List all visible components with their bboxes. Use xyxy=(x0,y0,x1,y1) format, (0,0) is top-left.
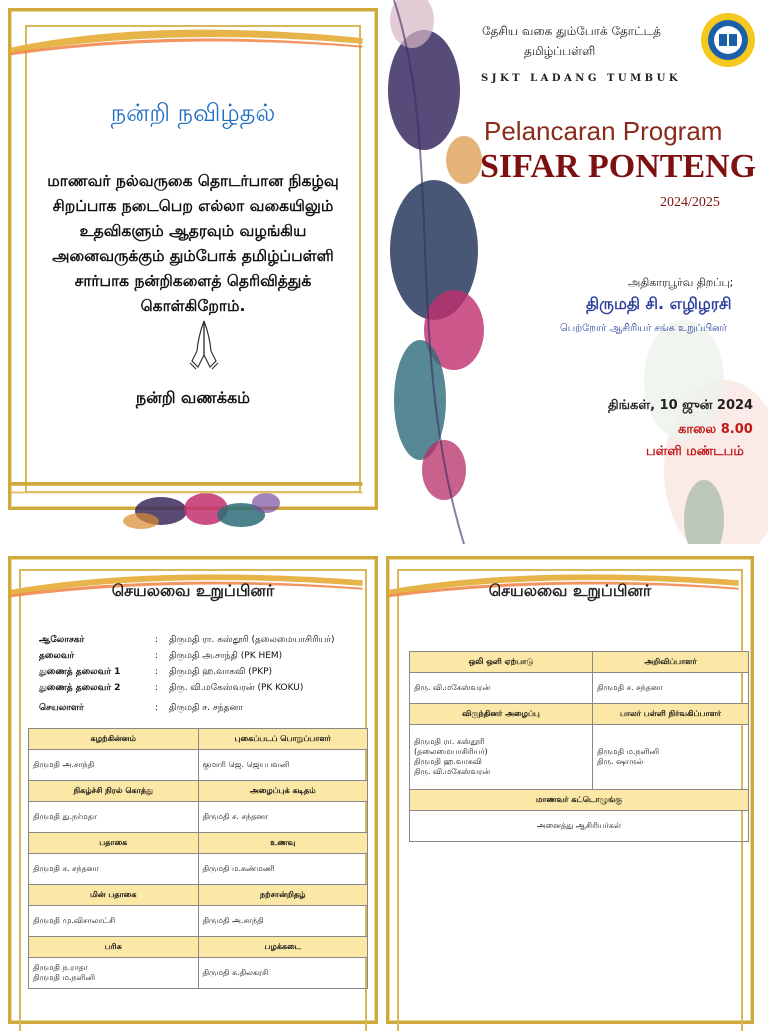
program-name: SIFAR PONTENG xyxy=(480,148,757,185)
committee-panel-2 xyxy=(386,556,754,1024)
committee-table xyxy=(409,651,749,842)
school-name-tamil-line2: தமிழ்ப்பள்ளி xyxy=(524,44,596,58)
table-cell: குமாரி ஜெ. ஜெயபவனி xyxy=(198,750,368,781)
role-label: தலைவர் xyxy=(39,651,75,661)
table-cell: திருமதி மு.விசாலாட்சி xyxy=(29,906,199,937)
table-header: ஒலி ஒளி ஏற்பாடு xyxy=(410,652,593,673)
table-cell: திருமதி ம.நளினி திரு. ஷாருல் xyxy=(593,725,749,790)
event-venue: பள்ளி மண்டபம் xyxy=(646,444,744,459)
table-header: பழக்கடை xyxy=(198,937,368,958)
table-cell: திருமதி ம.கண்மணி xyxy=(198,854,368,885)
officiate-name: திருமதி சி. எழிழரசி xyxy=(586,294,732,313)
role-name: திருமதி ஹ.வாகவி (PKP) xyxy=(169,667,273,677)
table-header: விருந்தினர் அழைப்பு xyxy=(410,704,593,725)
table-header: பதாகை xyxy=(29,833,199,854)
role-label: செயலாளர் xyxy=(39,703,84,713)
table-header: பாலர் பள்ளி நிர்வகிப்பாளர் xyxy=(593,704,749,725)
committee-panel-1: செயலவை உறுப்பினர் ஆலோசகர் : திருமதி ரா. கஸ்தூரி (தலைமையாசிரியர்) தலைவர் : திருமதி அ.சாந்தி (PK HEM) துணைத் தலைவர் 1 : திருமதி ஹ.வாகவி (PKP) துணைத் தலைவர் 2 : திரு. வி.மகேஸ்வரன் (PK KOKU) செயலாளர் : திருமதி ச. சந்தனா கழற்கின்னம் புகைப்படப் பொறுப்பாளர் திருமதி அ.சாந்தி குமாரி ஜெ. ஜெயபவனி நிகழ்ச்சி நிரல் கொத்து அழைப்புக் கடிதம் திருமதி து.நர்மதா திருமதி ச. சந்தனா பதாகை உணவு திருமதி ச. சந்தனா திருமதி ம.கண்மணி மின் பதாகை நற்சான்றிதழ் திருமதி மு.விசாலாட்சி திருமதி அ.சாந்தி பரிசு பழக்கடை திருமதி ந.ராதா திருமதி ம.நளினி திருமதி க.திலகரசி xyxy=(8,556,378,1024)
table-cell: திருமதி ந.ராதா திருமதி ம.நளினி xyxy=(29,958,199,989)
committee-title: செயலவை உறுப்பினர் xyxy=(111,581,275,600)
role-name: திரு. வி.மகேஸ்வரன் (PK KOKU) xyxy=(169,683,304,693)
table-cell: திருமதி க.திலகரசி xyxy=(198,958,368,989)
table-header: பரிசு xyxy=(29,937,199,958)
thanks-panel xyxy=(8,8,378,510)
role-name: திருமதி அ.சாந்தி (PK HEM) xyxy=(169,651,283,661)
table-header: அழைப்புக் கடிதம் xyxy=(198,781,368,802)
table-cell: அனைத்து ஆசிரியர்கள் xyxy=(410,811,749,842)
school-name: SJKT LADANG TUMBUK xyxy=(481,73,682,84)
table-cell: திருமதி ச. சந்தனா xyxy=(593,673,749,704)
praying-hands-icon xyxy=(184,317,224,371)
table-cell: திருமதி அ.சாந்தி xyxy=(198,906,368,937)
thanks-footer: நன்றி வணக்கம் xyxy=(135,388,251,407)
table-cell: திருமதி ச. சந்தனா xyxy=(198,802,368,833)
table-header: கழற்கின்னம் xyxy=(29,729,199,750)
event-time: காலை 8.00 xyxy=(678,422,753,437)
table-cell: திருமதி ரா. கஸ்தூரி (தலைமையாசிரியர்) திருமதி ஹ.வாகவி திரு. வி.மகேஸ்வரன் xyxy=(410,725,593,790)
table-header: மாணவர் கட்டொழுங்கு xyxy=(410,790,749,811)
top-swoosh-decoration xyxy=(11,21,363,59)
program-title: Pelancaran Program xyxy=(484,116,723,146)
program-year: 2024/2025 xyxy=(660,195,720,210)
school-name-tamil-line1: தேசிய வகை தும்போக் தோட்டத் xyxy=(482,24,661,38)
role-label: ஆலோசகர் xyxy=(39,635,85,645)
table-header: மின் பதாகை xyxy=(29,885,199,906)
role-label: துணைத் தலைவர் 2 xyxy=(39,683,121,693)
officiate-role: பெற்றோர் ஆசிரியர் சங்க உறுப்பினர் xyxy=(560,323,728,334)
officiate-label: அதிகாரபூர்வ திறப்பு; xyxy=(628,276,734,289)
table-cell: திருமதி ச. சந்தனா xyxy=(29,854,199,885)
event-date: திங்கள், 10 ஜுன் 2024 xyxy=(608,398,754,413)
table-header: நிகழ்ச்சி நிரல் கொத்து xyxy=(29,781,199,802)
table-cell: திருமதி து.நர்மதா xyxy=(29,802,199,833)
committee-title: செயலவை உறுப்பினர் xyxy=(488,581,652,600)
thanks-body-text: மாணவர் நல்வருகை தொடர்பான நிகழ்வு சிறப்பாக நடைபெற எல்லா வகையிலும் உதவிகளும் ஆதரவும் வழங்கிய அனைவருக்கும் தும்போக் தமிழ்ப்பள்ளி சார்பாக நன்றிகளைத் தெரிவித்துக் கொள்கிறோம். xyxy=(47,172,339,315)
table-header: உணவு xyxy=(198,833,368,854)
table-cell: திரு. வி.மகேஸ்வரன் xyxy=(410,673,593,704)
thanks-title: நன்றி நவிழ்தல் xyxy=(110,99,276,127)
bottom-swoosh-decoration xyxy=(11,463,363,501)
committee-table xyxy=(28,728,368,989)
role-name: திருமதி ச. சந்தனா xyxy=(169,703,243,713)
table-cell: திருமதி அ.சாந்தி xyxy=(29,750,199,781)
role-label: துணைத் தலைவர் 1 xyxy=(39,667,121,677)
school-logo xyxy=(700,12,756,68)
table-header: புகைப்படப் பொறுப்பாளர் xyxy=(198,729,368,750)
table-header: அறிவிப்பாளர் xyxy=(593,652,749,673)
role-name: திருமதி ரா. கஸ்தூரி (தலைமையாசிரியர்) xyxy=(169,635,335,645)
table-header: நற்சான்றிதழ் xyxy=(198,885,368,906)
cover-panel xyxy=(384,0,768,544)
